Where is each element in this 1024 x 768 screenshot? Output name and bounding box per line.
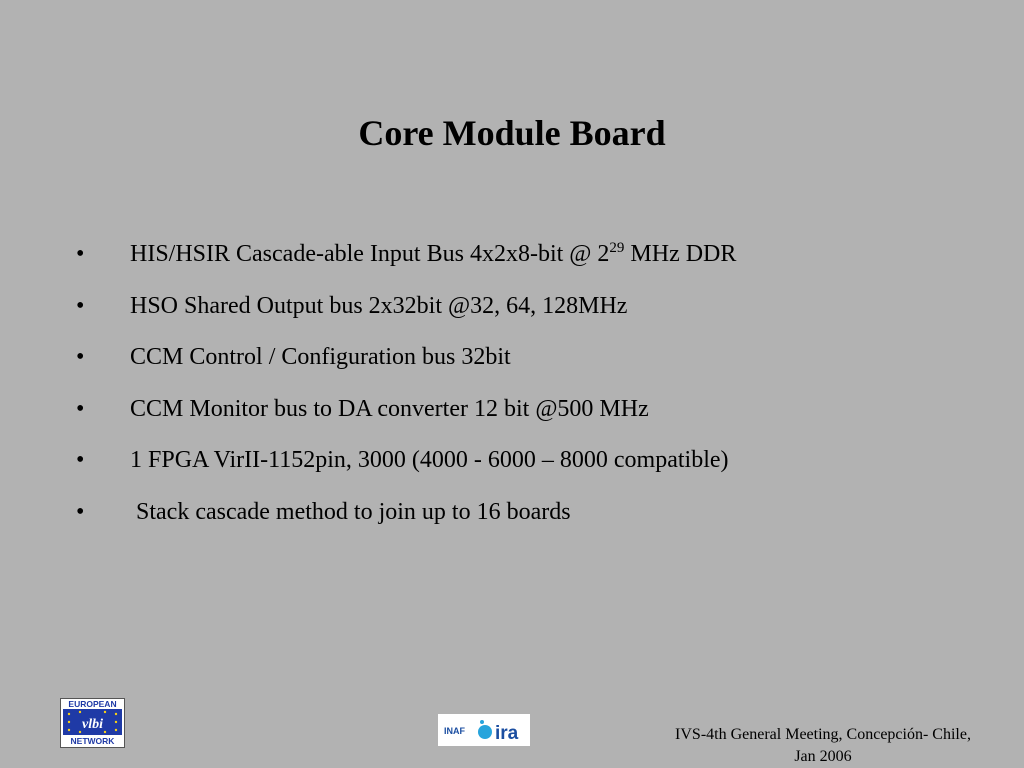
evn-logo-top-text: EUROPEAN [68, 699, 117, 709]
list-item [76, 389, 736, 441]
footer-line-2: Jan 2006 [794, 748, 852, 765]
evn-logo [60, 698, 125, 748]
list-item [76, 440, 736, 492]
bullet-text-after: MHz DDR [624, 241, 737, 267]
bullet-marker: • [76, 498, 85, 525]
list-item [76, 234, 736, 286]
evn-logo-graphic [60, 698, 125, 748]
bullet-marker: • [76, 395, 85, 422]
inaf-ira-logo-graphic [438, 714, 530, 746]
bullet-marker: • [76, 344, 85, 370]
bullet-marker: • [76, 241, 85, 267]
bullet-text: 1 FPGA VirII-1152pin, 3000 (4000 - 6000 – 8000 compatible) [130, 447, 729, 473]
bullet-superscript: 29 [609, 240, 625, 256]
evn-logo-bottom-text: NETWORK [70, 736, 115, 746]
footer-line-1: IVS-4th General Meeting, Concepción- Chile, [675, 726, 971, 743]
evn-logo-mark: vlbi [82, 717, 103, 732]
list-item [76, 492, 736, 544]
ira-logo-text: ira [495, 723, 519, 744]
list-item [76, 337, 736, 389]
slide-footer [628, 724, 1018, 768]
bullet-text: Stack cascade method to join up to 16 boards [130, 498, 571, 525]
bullet-marker: • [76, 447, 85, 473]
inaf-ira-logo [438, 714, 530, 746]
bullet-text: CCM Monitor bus to DA converter 12 bit @500 MHz [130, 395, 649, 422]
bullet-text: HSO Shared Output bus 2x32bit @32, 64, 128MHz [130, 292, 628, 319]
bullet-list [76, 234, 736, 543]
list-item [76, 286, 736, 338]
bullet-marker: • [76, 292, 85, 319]
bullet-text: CCM Control / Configuration bus 32bit [130, 344, 511, 370]
inaf-logo-text: INAF [444, 726, 465, 736]
slide-title: Core Module Board [358, 113, 666, 153]
bullet-text: HIS/HSIR Cascade-able Input Bus 4x2x8-bit @ 2 [130, 241, 610, 267]
